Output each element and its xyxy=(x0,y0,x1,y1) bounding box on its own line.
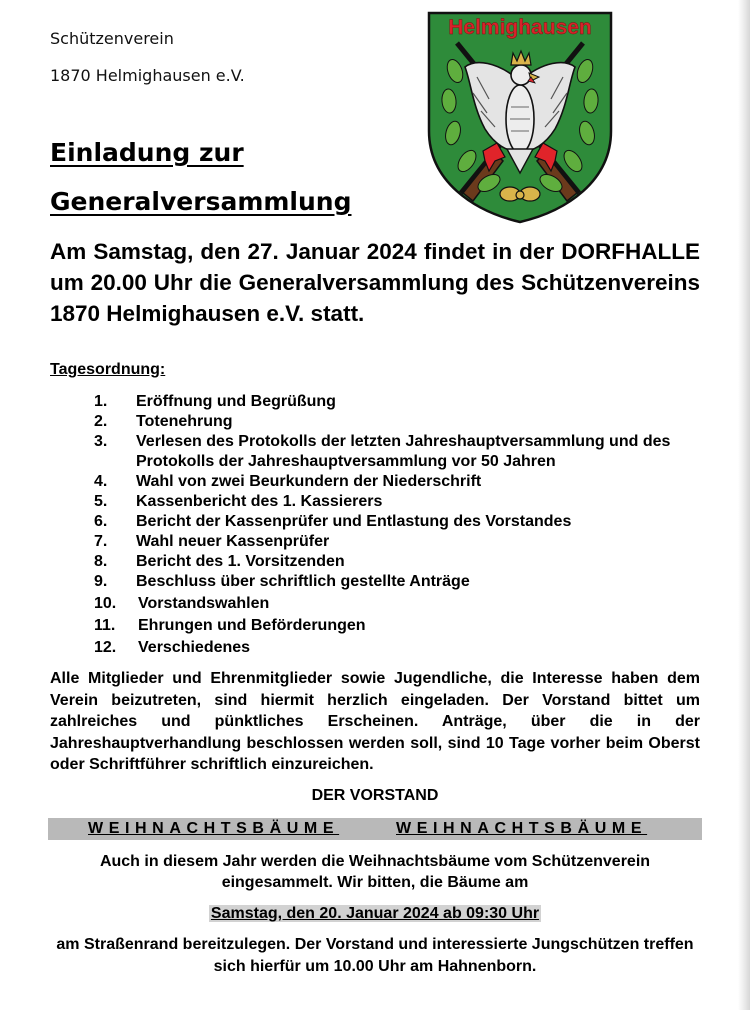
agenda-item-text: Vorstandswahlen xyxy=(138,595,270,612)
agenda-item-text: Totenehrung xyxy=(136,413,233,430)
agenda-item xyxy=(94,552,704,572)
club-crest-logo xyxy=(427,11,613,224)
tree-collection-date-text: Samstag, den 20. Januar 2024 ab 09:30 Uhr xyxy=(210,905,540,922)
crest-label: Helmighausen xyxy=(448,16,592,39)
agenda-item-text: Eröffnung und Begrüßung xyxy=(136,393,336,410)
agenda-item-number: 11. xyxy=(94,617,116,634)
closing-paragraph: Alle Mitglieder und Ehrenmitglieder sowie Jugendliche, die Interesse haben dem Verein beizutreten, sind hiermit herzlich eingeladen. Der Vorstand bittet um zahlreiches und pünktliches Erscheinen. Anträge, über die in der Jahreshauptverhandlung beschlossen werden soll, sind 10 Tage vorher beim Oberst oder Schriftführer schriftlich einzureichen. xyxy=(50,670,700,773)
agenda-item-number: 10. xyxy=(94,595,117,612)
signature-line: DER VORSTAND xyxy=(311,787,439,804)
agenda-item-number: 2. xyxy=(94,413,108,430)
agenda-item-text: Wahl von zwei Beurkundern der Niederschrift xyxy=(136,473,482,490)
banner-text-right: WEIHNACHTSBÄUME xyxy=(396,820,648,837)
agenda-item-number: 6. xyxy=(94,513,108,530)
agenda-item-text: Verschiedenes xyxy=(138,639,251,656)
tree-collection-date xyxy=(0,904,750,924)
agenda-item-number: 7. xyxy=(94,533,108,550)
agenda-item-number: 8. xyxy=(94,553,108,570)
agenda-item-text: Ehrungen und Beförderungen xyxy=(138,617,366,634)
agenda-list xyxy=(94,392,704,658)
document-title-line-2: Generalversammlung xyxy=(50,187,352,216)
christmas-tree-banner xyxy=(48,818,702,840)
agenda-item-text: Bericht der Kassenprüfer und Entlastung des Vorstandes xyxy=(136,513,572,530)
agenda-heading: Tagesordnung: xyxy=(50,361,166,378)
invitation-intro: Am Samstag, den 27. Januar 2024 findet in der DORFHALLE um 20.00 Uhr die Generalversammlung des Schützenvereins 1870 Helmighausen e.V. statt. xyxy=(50,239,700,326)
club-name: Schützenverein xyxy=(50,29,174,48)
agenda-item xyxy=(94,638,704,658)
agenda-item xyxy=(94,572,704,592)
document-title-line-1: Einladung zur xyxy=(50,138,244,167)
agenda-item-number: 5. xyxy=(94,493,108,510)
tree-collection-instructions: am Straßenrand bereitzulegen. Der Vorstand und interessierte Jungschützen treffen sich hierfür um 10.00 Uhr am Hahnenborn. xyxy=(56,936,694,975)
page-edge-shadow xyxy=(738,0,750,1010)
agenda-item-number: 1. xyxy=(94,393,108,410)
agenda-item xyxy=(94,432,704,472)
agenda-item xyxy=(94,492,704,512)
club-founding-line: 1870 Helmighausen e.V. xyxy=(50,66,245,85)
tree-collection-text: Auch in diesem Jahr werden die Weihnachtsbäume vom Schützenverein eingesammelt. Wir bitten, die Bäume am xyxy=(99,853,651,891)
agenda-item-text: Kassenbericht des 1. Kassierers xyxy=(136,493,383,510)
agenda-item-number: 9. xyxy=(94,573,108,590)
agenda-item-text: Verlesen des Protokolls der letzten Jahreshauptversammlung und des Protokolls der Jahreshauptversammlung vor 50 Jahren xyxy=(136,433,671,470)
agenda-item-number: 4. xyxy=(94,473,108,490)
agenda-item xyxy=(94,412,704,432)
agenda-item-text: Wahl neuer Kassenprüfer xyxy=(136,533,330,550)
banner-text-left: WEIHNACHTSBÄUME xyxy=(88,820,340,837)
agenda-item-text: Bericht des 1. Vorsitzenden xyxy=(136,553,345,570)
agenda-item-number: 3. xyxy=(94,433,108,450)
agenda-item xyxy=(94,616,704,636)
agenda-item xyxy=(94,392,704,412)
agenda-item xyxy=(94,472,704,492)
agenda-item xyxy=(94,594,704,614)
agenda-item-text: Beschluss über schriftlich gestellte Anträge xyxy=(136,573,470,590)
agenda-item xyxy=(94,512,704,532)
agenda-item xyxy=(94,532,704,552)
agenda-item-number: 12. xyxy=(94,639,117,656)
